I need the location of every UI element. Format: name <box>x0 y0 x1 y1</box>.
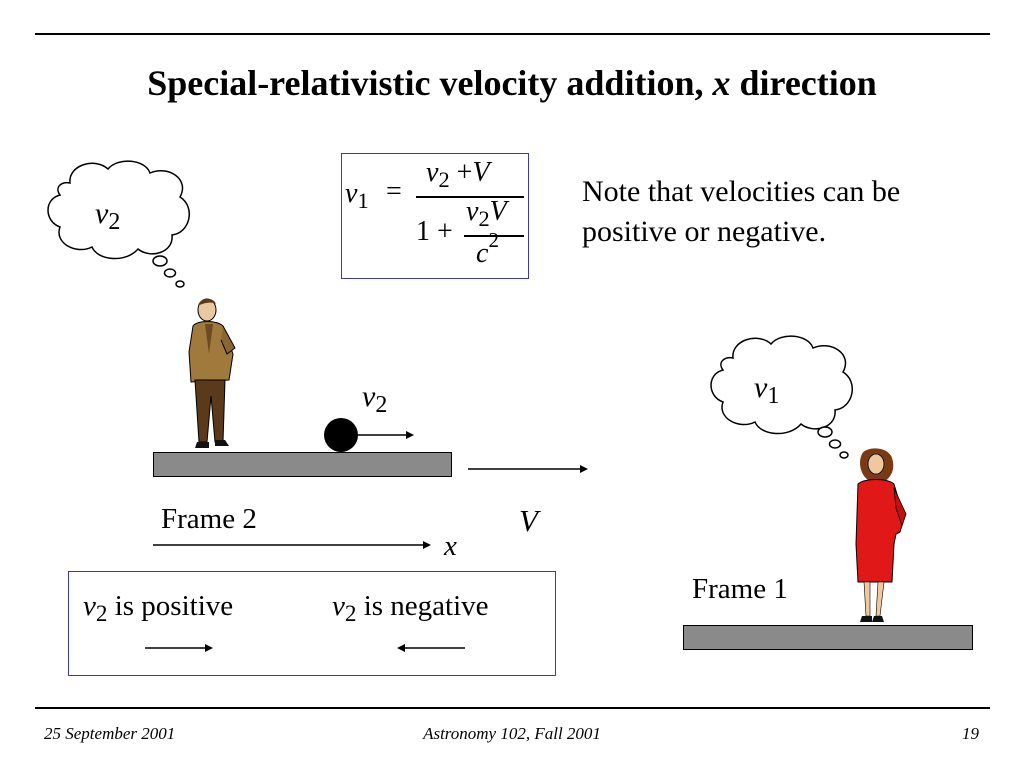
frame-1-label: Frame 1 <box>692 573 788 605</box>
positive-label: v2 is positive <box>83 590 234 627</box>
formula-inner-denominator: $c^2$ <box>476 228 499 269</box>
thought-cloud-right <box>703 330 863 465</box>
woman-figure <box>848 448 910 626</box>
man-figure <box>183 296 243 452</box>
frame-velocity-label: V <box>519 503 538 538</box>
footer-course: Astronomy 102, Fall 2001 <box>423 724 601 743</box>
x-axis-label: x <box>444 530 457 562</box>
thought-right-label: $v_1$ <box>754 371 780 409</box>
formula-numerator: v2 +V <box>426 157 490 192</box>
top-rule <box>35 33 990 35</box>
negative-label: v2 is negative <box>332 590 489 627</box>
footer-date: 25 September 2001 <box>44 724 176 743</box>
formula-den-one: 1 <box>416 216 430 247</box>
positive-arrow <box>145 641 215 655</box>
frame-1-platform <box>683 625 973 650</box>
formula-den-plus: + <box>437 216 453 247</box>
formula-lhs: v1 <box>345 178 369 213</box>
frame-velocity-arrow <box>468 462 593 476</box>
ball-velocity-label: $v_2$ <box>362 380 388 418</box>
frame-2-platform <box>153 452 452 477</box>
negative-arrow <box>397 641 467 655</box>
x-axis-arrow <box>153 538 438 552</box>
formula-box <box>341 153 529 279</box>
note-text <box>582 172 900 252</box>
thought-left-label: $v_2$ <box>95 197 121 235</box>
note-line-1: Note that velocities can be <box>582 175 901 208</box>
bottom-rule <box>35 707 990 709</box>
sign-convention-box <box>68 571 556 676</box>
slide-title: Special-relativistic velocity addition, x direction <box>147 63 877 103</box>
formula-equals: = <box>386 176 402 207</box>
note-line-2: positive or negative. <box>582 215 827 248</box>
ball-velocity-arrow <box>356 428 416 442</box>
footer-page-number: 19 <box>962 724 979 743</box>
frame-2-label: Frame 2 <box>161 503 257 535</box>
formula-inner-numerator: v2V <box>466 196 507 231</box>
